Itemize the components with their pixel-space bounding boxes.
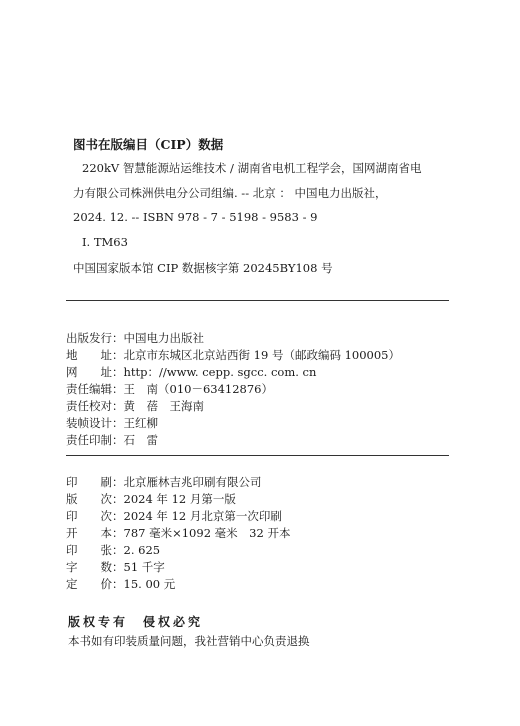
editor-row — [66, 381, 273, 397]
printer-value: 北京雁林吉兆印刷有限公司 — [123, 475, 262, 489]
wordcount-label: 字 数： — [66, 560, 124, 574]
sheets-label: 印 张： — [66, 543, 124, 557]
designer-row — [66, 415, 158, 431]
format-label: 开 本： — [66, 526, 124, 540]
impression-value: 2024 年 12 月北京第一次印刷 — [123, 509, 282, 523]
divider-top — [66, 300, 449, 301]
cip-line-4: Ⅰ. TM63 — [82, 235, 128, 249]
format-value: 787 毫米×1092 毫米 32 开本 — [123, 526, 291, 540]
price-label: 定 价： — [66, 577, 124, 591]
rights-title: 版权专有 侵权必究 — [68, 615, 204, 629]
cip-line-5: 中国国家版本馆 CIP 数据核字第 20245BY108 号 — [73, 261, 333, 275]
edition-label: 版 次： — [66, 492, 124, 506]
proofreader-label: 责任校对： — [66, 399, 124, 413]
edition-row — [66, 491, 236, 507]
designer-label: 装帧设计： — [66, 416, 124, 430]
cip-line-2: 力有限公司株洲供电分公司组编. -- 北京 ： 中国电力出版社， — [73, 186, 387, 200]
format-row — [66, 525, 290, 541]
cip-line-3: 2024. 12. -- ISBN 978 - 7 - 5198 - 9583 - 9 — [73, 210, 318, 224]
publisher-row — [66, 330, 204, 346]
printing-supervisor-value: 石 雷 — [123, 433, 158, 447]
address-row — [66, 347, 400, 363]
publisher-value: 中国电力出版社 — [123, 331, 204, 345]
price-row — [66, 576, 175, 592]
impression-row — [66, 508, 282, 524]
impression-label: 印 次： — [66, 509, 124, 523]
website-value: http：//www. cepp. sgcc. com. cn — [123, 365, 317, 379]
sheets-value: 2. 625 — [123, 543, 161, 557]
printer-row — [66, 474, 262, 490]
address-value: 北京市东城区北京站西街 19 号（邮政编码 100005） — [123, 348, 400, 362]
price-value: 15. 00 元 — [123, 577, 176, 591]
edition-value: 2024 年 12 月第一版 — [123, 492, 236, 506]
wordcount-row — [66, 559, 165, 575]
proofreader-value: 黄 蓓 王海南 — [123, 399, 204, 413]
website-label: 网 址： — [66, 365, 124, 379]
proofreader-row — [66, 398, 204, 414]
wordcount-value: 51 千字 — [123, 560, 165, 574]
website-row — [66, 364, 316, 380]
printer-label: 印 刷： — [66, 475, 124, 489]
cip-line-1: 220kV 智慧能源站运维技术 / 湖南省电机工程学会，国网湖南省电 — [82, 161, 422, 175]
printing-supervisor-label: 责任印制： — [66, 433, 124, 447]
editor-value: 王 南（010－63412876） — [123, 382, 273, 396]
editor-label: 责任编辑： — [66, 382, 124, 396]
rights-text: 本书如有印装质量问题，我社营销中心负责退换 — [68, 634, 310, 648]
publisher-label: 出版发行： — [66, 331, 124, 345]
cip-title: 图书在版编目（CIP）数据 — [73, 137, 224, 152]
divider-middle — [66, 455, 449, 456]
address-label: 地 址： — [66, 348, 124, 362]
designer-value: 王红柳 — [123, 416, 158, 430]
sheets-row — [66, 542, 160, 558]
printing-supervisor-row — [66, 432, 158, 448]
